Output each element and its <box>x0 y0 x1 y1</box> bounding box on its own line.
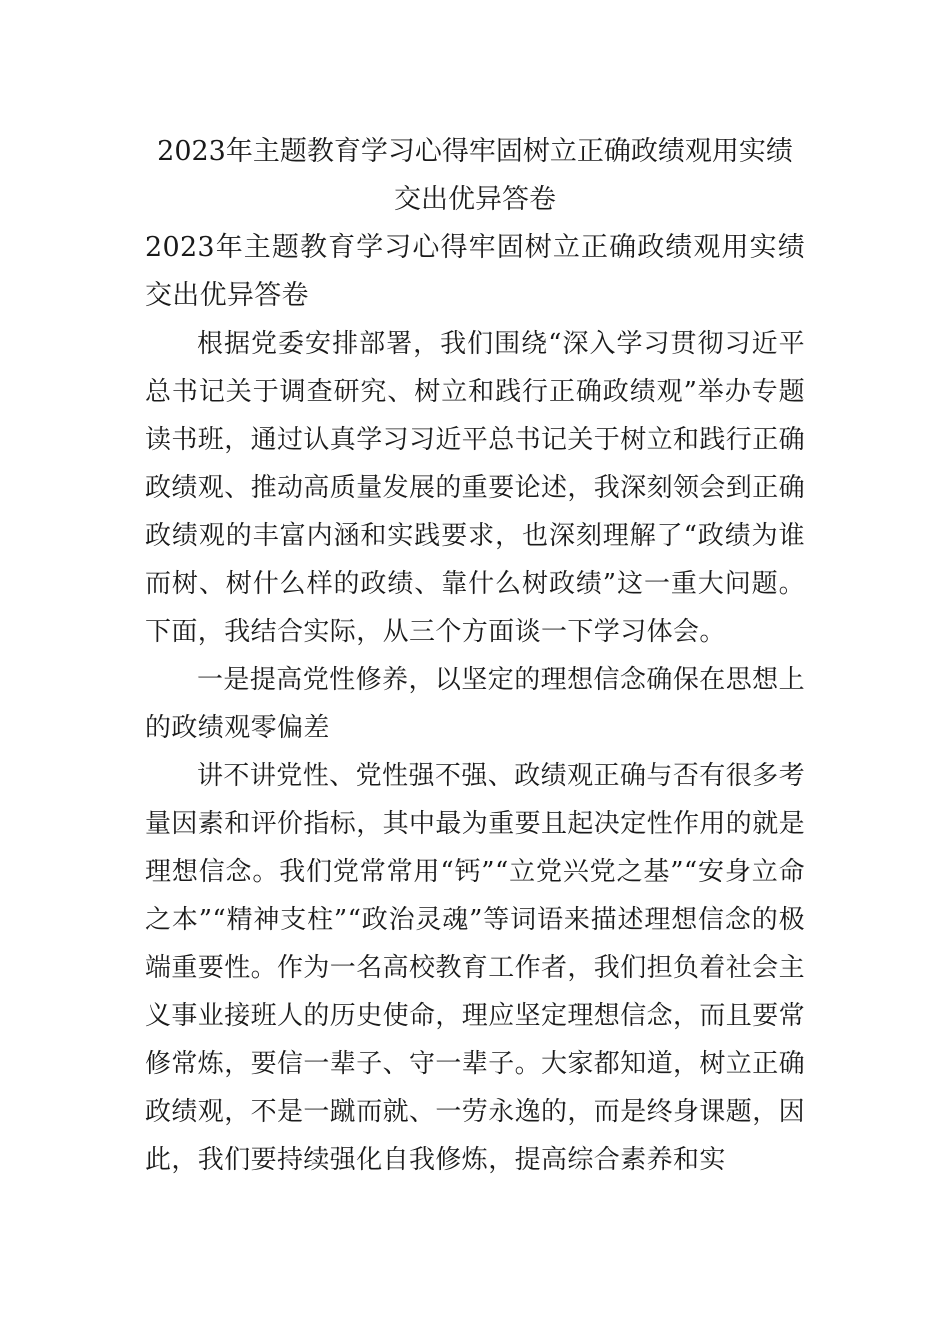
paragraph-intro: 根据党委安排部署，我们围绕“深入学习贯彻习近平总书记关于调查研究、树立和践行正确政绩观”举办专题读书班，通过认真学习习近平总书记关于树立和践行正确政绩观、推动高质量发展的重要论述，我深刻领会到正确政绩观的丰富内涵和实践要求，也深刻理解了“政绩为谁而树、树什么样的政绩、靠什么树政绩”这一重大问题。下面，我结合实际，从三个方面谈一下学习体会。 <box>145 329 806 647</box>
document-body <box>145 128 805 1184</box>
section-heading-1: 一是提高党性修养，以坚定的理想信念确保在思想上的政绩观零偏差 <box>145 665 805 743</box>
document-subtitle: 2023年主题教育学习心得牢固树立正确政绩观用实绩交出优异答卷 <box>145 232 805 311</box>
document-title: 2023年主题教育学习心得牢固树立正确政绩观用实绩交出优异答卷 <box>157 136 793 215</box>
paragraph-section-1: 讲不讲党性、党性强不强、政绩观正确与否有很多考量因素和评价指标，其中最为重要且起决定性作用的就是理想信念。我们党常常用“钙”“立党兴党之基”“安身立命之本”“精神支柱”“政治灵魂”等词语来描述理想信念的极端重要性。作为一名高校教育工作者，我们担负着社会主义事业接班人的历史使命，理应坚定理想信念，而且要常修常炼，要信一辈子、守一辈子。大家都知道，树立正确政绩观，不是一蹴而就、一劳永逸的，而是终身课题，因此，我们要持续强化自我修炼，提高综合素养和实 <box>145 761 806 1175</box>
